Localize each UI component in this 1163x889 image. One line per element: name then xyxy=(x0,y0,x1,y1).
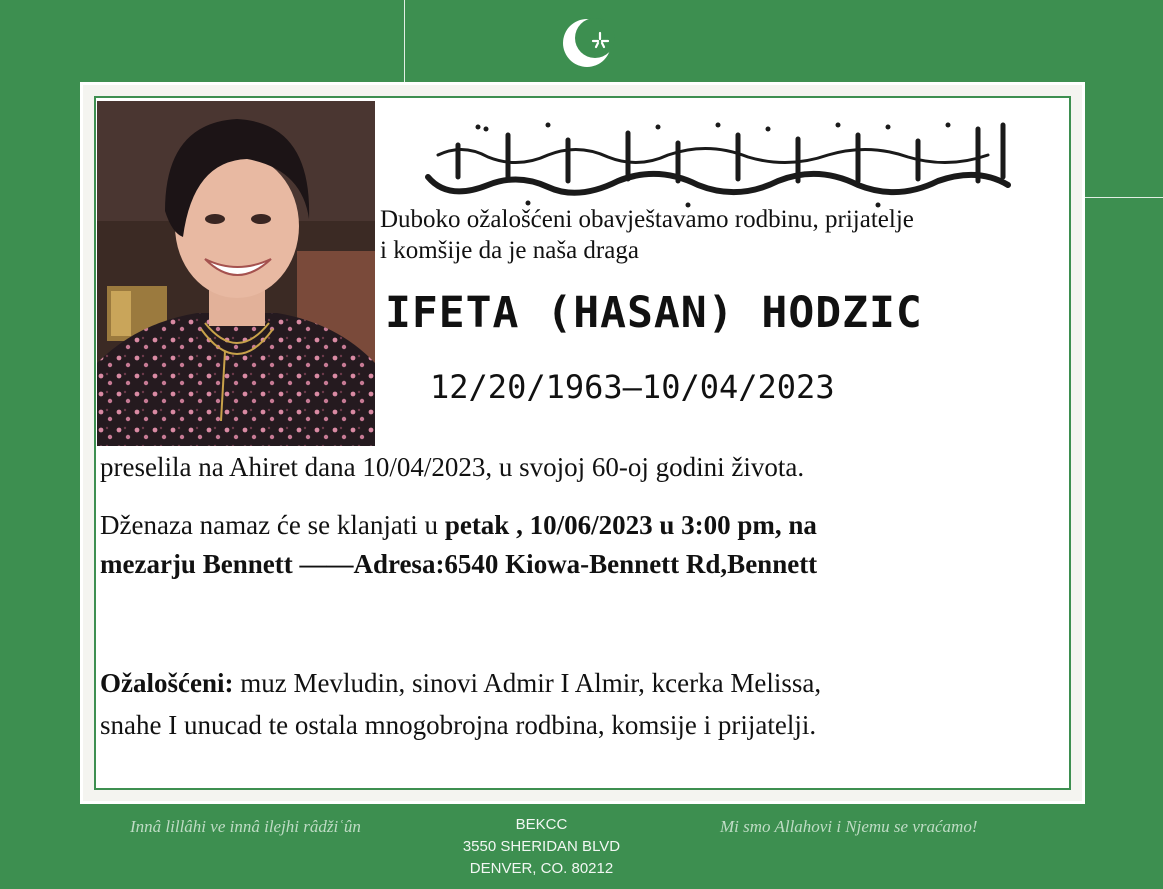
guide-line-horizontal xyxy=(1072,197,1163,198)
funeral-prefix: Dženaza namaz će se klanjati u xyxy=(100,510,445,540)
footer-org: BEKCC xyxy=(515,816,568,833)
intro-text xyxy=(380,204,1060,266)
mourners-line-2: snahe I unucad te ostala mnogobrojna rodbina, komsije i prijatelji. xyxy=(100,710,817,740)
crescent-star-icon xyxy=(556,12,618,74)
mourners-text xyxy=(100,662,1060,746)
footer-address-line-2: DENVER, CO. 80212 xyxy=(469,860,614,877)
portrait-photo xyxy=(97,101,375,446)
life-dates: 12/20/1963—10/04/2023 xyxy=(430,368,835,406)
passing-text: preselila na Ahiret dana 10/04/2023, u svojoj 60-oj godini života. xyxy=(100,452,805,482)
footer-translation: Mi smo Allahovi i Njemu se vraćamo! xyxy=(720,817,978,836)
funeral-details xyxy=(100,506,1060,584)
intro-line-2: i komšije da je naša draga xyxy=(380,237,639,264)
arabic-calligraphy xyxy=(418,115,1023,210)
funeral-time: petak , 10/06/2023 u 3:00 pm, na xyxy=(444,510,817,540)
funeral-location: mezarju Bennett ——Adresa:6540 Kiowa-Bennett Rd,Bennett xyxy=(100,549,818,579)
mourners-label: Ožalošćeni: xyxy=(100,668,234,698)
footer-address xyxy=(440,814,643,880)
intro-line-1: Duboko ožalošćeni obavještavamo rodbinu, prijatelje xyxy=(380,206,914,233)
mourners-line-1: muz Mevludin, sinovi Admir I Almir, kcerka Melissa, xyxy=(233,668,822,698)
deceased-name: IFETA (HASAN) HODZIC xyxy=(385,288,923,338)
footer-transliteration: Innâ lillâhi ve innâ ilejhi râdžiʿûn xyxy=(130,817,361,836)
footer-address-line-1: 3550 SHERIDAN BLVD xyxy=(462,838,621,855)
